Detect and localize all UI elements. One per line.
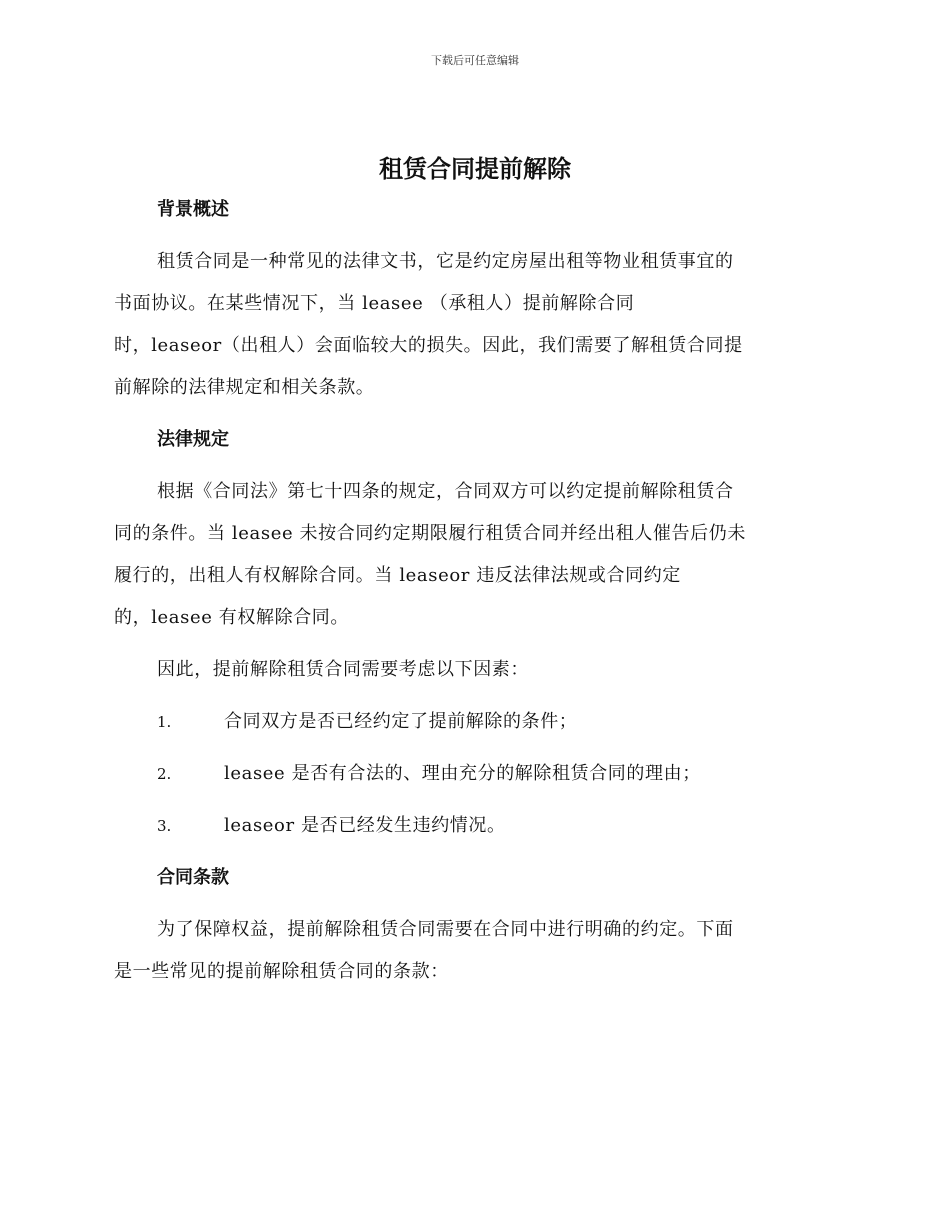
paragraph-line: 租赁合同是一种常见的法律文书，它是约定房屋出租等物业租赁事宜的 xyxy=(157,251,734,272)
list-item-text: 合同双方是否已经约定了提前解除的条件； xyxy=(224,711,578,732)
section-heading-background: 背景概述 xyxy=(157,199,229,220)
paragraph-line: 履行的，出租人有权解除合同。当 leaseor 违反法律法规或合同约定 xyxy=(114,565,681,586)
list-item-text: leaseor 是否已经发生违约情况。 xyxy=(224,815,506,836)
paragraph-intro: 因此，提前解除租赁合同需要考虑以下因素： xyxy=(157,659,529,680)
section-heading-legal: 法律规定 xyxy=(157,429,229,450)
paragraph-line: 前解除的法律规定和相关条款。 xyxy=(114,377,375,398)
document-title: 租赁合同提前解除 xyxy=(379,155,571,183)
paragraph-line: 是一些常见的提前解除租赁合同的条款： xyxy=(114,961,449,982)
section-heading-clauses: 合同条款 xyxy=(157,867,229,888)
paragraph-line: 时，leaseor（出租人）会面临较大的损失。因此，我们需要了解租赁合同提 xyxy=(114,335,743,356)
paragraph-line: 书面协议。在某些情况下，当 leasee （承租人）提前解除合同 xyxy=(114,293,635,314)
paragraph-line: 的，leasee 有权解除合同。 xyxy=(114,607,350,628)
list-item-number: 1. xyxy=(157,713,172,731)
list-item-text: leasee 是否有合法的、理由充分的解除租赁合同的理由； xyxy=(224,763,701,784)
page-header: 下载后可任意编辑 xyxy=(431,54,519,67)
paragraph-line: 为了保障权益，提前解除租赁合同需要在合同中进行明确的约定。下面 xyxy=(157,919,734,940)
paragraph-line: 同的条件。当 leasee 未按合同约定期限履行租赁合同并经出租人催告后仍未 xyxy=(114,523,746,544)
list-item-number: 3. xyxy=(157,817,172,835)
paragraph-line: 根据《合同法》第七十四条的规定，合同双方可以约定提前解除租赁合 xyxy=(157,481,734,502)
list-item-number: 2. xyxy=(157,765,172,783)
